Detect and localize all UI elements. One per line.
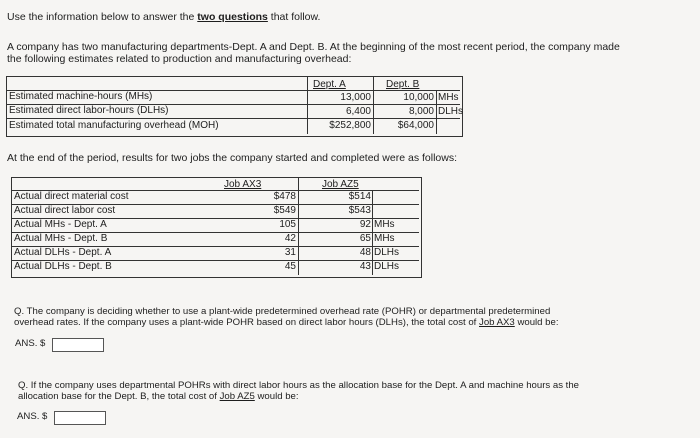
job-results-table [11, 177, 422, 278]
header-job-az5: Job AZ5 [322, 179, 359, 190]
intro-prefix: Use the information below to answer the [7, 11, 195, 23]
q2-line2 [18, 391, 579, 402]
q1-answer-input[interactable] [52, 338, 104, 352]
intro-text [7, 11, 320, 23]
header-job-ax3: Job AX3 [224, 179, 262, 190]
q2-line2-suffix: would be: [257, 391, 299, 402]
ax3-value: 31 [284, 247, 296, 258]
para2: At the end of the period, results for two jobs the company started and completed were as follows: [7, 152, 457, 164]
dept-b-unit: MHs [438, 92, 459, 103]
header-dept-a: Dept. A [313, 79, 346, 90]
q2-answer-input[interactable] [54, 411, 106, 425]
az5-unit: DLHs [374, 261, 400, 272]
dept-b-value: 10,000 [403, 92, 434, 103]
q2-line1: Q. If the company uses departmental POHRs with direct labor hours as the allocation base for the Dept. A and machine hours as the [18, 380, 580, 391]
row-label: Actual direct material cost [14, 191, 129, 202]
row-label: Actual MHs - Dept. A [14, 219, 107, 230]
row-label: Actual DLHs - Dept. A [14, 247, 112, 258]
az5-unit: MHs [374, 233, 395, 244]
para1-line1: A company has two manufacturing departments-Dept. A and Dept. B. At the beginning of the most recent period, the company made [7, 41, 620, 53]
dept-b-value: $64,000 [397, 120, 434, 131]
az5-value: 43 [359, 261, 371, 272]
az5-value: 65 [359, 233, 371, 244]
az5-unit: MHs [374, 219, 395, 230]
question-2 [18, 380, 579, 402]
dept-a-value: $252,800 [329, 120, 371, 131]
row-label: Actual direct labor cost [14, 205, 116, 216]
estimates-table [6, 76, 463, 137]
az5-unit: DLHs [374, 247, 400, 258]
intro-emphasis: two questions [197, 11, 268, 23]
az5-value: 48 [359, 247, 371, 258]
ax3-value: 42 [284, 233, 296, 244]
row-label: Actual MHs - Dept. B [14, 233, 108, 244]
q1-line2-prefix: overhead rates. If the company uses a plant-wide POHR based on direct labor hours (DLHs), the total cost of [14, 317, 477, 328]
intro-suffix: that follow. [270, 11, 321, 23]
az5-value: $514 [348, 191, 371, 202]
q1-line2-suffix: would be: [517, 317, 559, 328]
q2-job: Job AZ5 [219, 391, 255, 402]
q1-line2 [14, 317, 559, 328]
dept-b-value: 8,000 [408, 106, 434, 117]
q2-line2-prefix: allocation base for the Dept. B, the total cost of [18, 391, 217, 402]
q1-job: Job AX3 [479, 317, 515, 328]
q2-ans-label: ANS. $ [17, 411, 48, 422]
ax3-value: $549 [273, 205, 296, 216]
dept-b-unit: DLHs [438, 106, 464, 117]
dept-a-value: 6,400 [345, 106, 371, 117]
ax3-value: 45 [284, 261, 296, 272]
ax3-value: $478 [273, 191, 296, 202]
row-label: Actual DLHs - Dept. B [14, 261, 112, 272]
para1-line2: the following estimates related to production and manufacturing overhead: [7, 53, 352, 65]
row-label: Estimated machine-hours (MHs) [9, 91, 153, 102]
q1-line1: Q. The company is deciding whether to use a plant-wide predetermined overhead rate (POHR) or departmental predetermined [14, 306, 551, 317]
header-dept-b: Dept. B [386, 79, 420, 90]
row-label: Estimated direct labor-hours (DLHs) [9, 105, 169, 116]
question-1 [14, 306, 559, 328]
az5-value: $543 [348, 205, 371, 216]
az5-value: 92 [359, 219, 371, 230]
row-label: Estimated total manufacturing overhead (MOH) [9, 120, 219, 131]
ax3-value: 105 [279, 219, 296, 230]
q1-ans-label: ANS. $ [15, 338, 46, 349]
dept-a-value: 13,000 [340, 92, 371, 103]
